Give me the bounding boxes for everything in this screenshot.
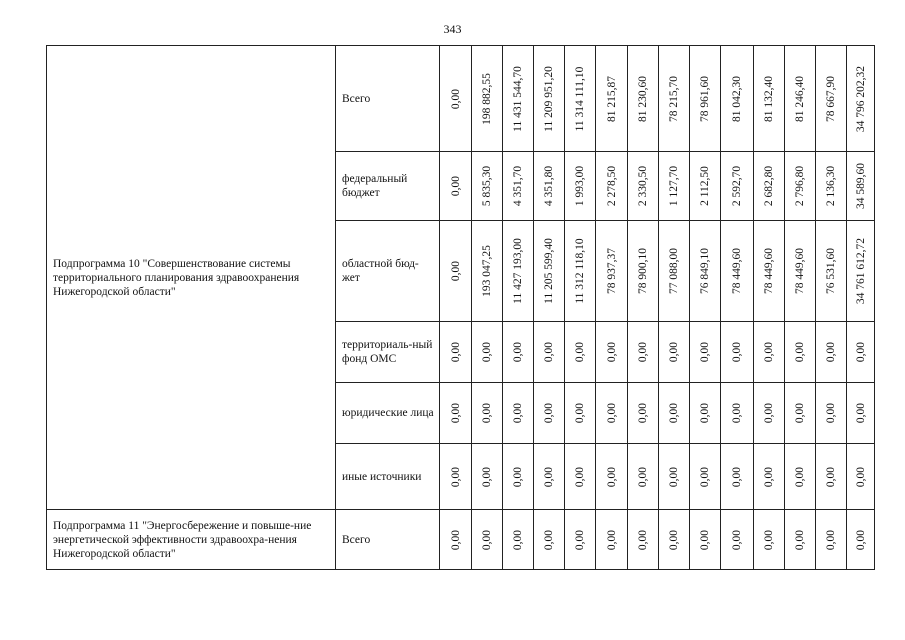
value-cell: 0,00: [628, 510, 659, 570]
value-cell: 78 667,90: [816, 46, 847, 152]
value-cell: 0,00: [472, 383, 503, 444]
value-cell: 0,00: [440, 152, 472, 221]
value-cell: 0,00: [690, 383, 721, 444]
value-cell: 4 351,80: [534, 152, 565, 221]
funding-source-cell: областной бюд-жет: [336, 221, 440, 322]
value-cell: 0,00: [785, 444, 816, 510]
value-cell: 0,00: [690, 322, 721, 383]
value-cell: 78 449,60: [721, 221, 754, 322]
value-cell: 0,00: [816, 444, 847, 510]
value-cell: 0,00: [659, 383, 690, 444]
table-row: [47, 46, 875, 152]
value-cell: 0,00: [690, 510, 721, 570]
value-cell: 0,00: [503, 444, 534, 510]
value-cell: 0,00: [472, 444, 503, 510]
value-cell: 0,00: [659, 322, 690, 383]
value-cell: 0,00: [816, 383, 847, 444]
value-cell: 78 900,10: [628, 221, 659, 322]
value-cell: 0,00: [596, 510, 628, 570]
value-cell: 2 278,50: [596, 152, 628, 221]
budget-table: [46, 45, 875, 570]
value-cell: 0,00: [440, 510, 472, 570]
value-cell: 2 136,30: [816, 152, 847, 221]
program-name-cell: Подпрограмма 11 "Энергосбережение и повыше-ние энергетической эффективности здравоохра-нения Нижегородской области": [47, 510, 336, 570]
value-cell: 34 796 202,32: [847, 46, 875, 152]
funding-source-cell: территориаль-ный фонд ОМС: [336, 322, 440, 383]
value-cell: 0,00: [503, 383, 534, 444]
value-cell: 0,00: [440, 322, 472, 383]
value-cell: 0,00: [503, 322, 534, 383]
value-cell: 11 314 111,10: [565, 46, 596, 152]
funding-source-cell: Всего: [336, 46, 440, 152]
value-cell: 0,00: [534, 444, 565, 510]
value-cell: 2 112,50: [690, 152, 721, 221]
value-cell: 81 246,40: [785, 46, 816, 152]
funding-source-cell: юридические лица: [336, 383, 440, 444]
value-cell: 78 449,60: [754, 221, 785, 322]
value-cell: 0,00: [534, 510, 565, 570]
funding-source-cell: Всего: [336, 510, 440, 570]
value-cell: 0,00: [440, 221, 472, 322]
value-cell: 0,00: [628, 322, 659, 383]
value-cell: 0,00: [503, 510, 534, 570]
value-cell: 0,00: [472, 510, 503, 570]
value-cell: 2 330,50: [628, 152, 659, 221]
funding-source-cell: иные источники: [336, 444, 440, 510]
value-cell: 0,00: [785, 322, 816, 383]
value-cell: 0,00: [440, 444, 472, 510]
value-cell: 0,00: [847, 383, 875, 444]
value-cell: 81 042,30: [721, 46, 754, 152]
value-cell: 198 882,55: [472, 46, 503, 152]
value-cell: 0,00: [754, 383, 785, 444]
funding-source-cell: федеральный бюджет: [336, 152, 440, 221]
value-cell: 0,00: [534, 383, 565, 444]
value-cell: 5 835,30: [472, 152, 503, 221]
value-cell: 11 209 951,20: [534, 46, 565, 152]
page-number: 343: [443, 22, 462, 36]
value-cell: 0,00: [440, 383, 472, 444]
value-cell: 0,00: [565, 510, 596, 570]
value-cell: 2 592,70: [721, 152, 754, 221]
value-cell: 34 761 612,72: [847, 221, 875, 322]
value-cell: 0,00: [596, 383, 628, 444]
value-cell: 0,00: [847, 510, 875, 570]
value-cell: 193 047,25: [472, 221, 503, 322]
value-cell: 11 312 118,10: [565, 221, 596, 322]
value-cell: 78 449,60: [785, 221, 816, 322]
value-cell: 78 961,60: [690, 46, 721, 152]
value-cell: 76 531,60: [816, 221, 847, 322]
value-cell: 0,00: [754, 510, 785, 570]
value-cell: 0,00: [659, 444, 690, 510]
value-cell: 0,00: [628, 444, 659, 510]
value-cell: 1 993,00: [565, 152, 596, 221]
value-cell: 11 427 193,00: [503, 221, 534, 322]
value-cell: 1 127,70: [659, 152, 690, 221]
value-cell: 0,00: [659, 510, 690, 570]
value-cell: 0,00: [596, 322, 628, 383]
value-cell: 78 937,37: [596, 221, 628, 322]
value-cell: 78 215,70: [659, 46, 690, 152]
value-cell: 11 431 544,70: [503, 46, 534, 152]
value-cell: 0,00: [440, 46, 472, 152]
value-cell: 0,00: [721, 444, 754, 510]
value-cell: 0,00: [816, 322, 847, 383]
value-cell: 0,00: [754, 322, 785, 383]
value-cell: 4 351,70: [503, 152, 534, 221]
value-cell: 77 088,00: [659, 221, 690, 322]
value-cell: 0,00: [721, 510, 754, 570]
value-cell: 0,00: [534, 322, 565, 383]
program-name-cell: Подпрограмма 10 "Совершенствование системы территориального планирования здравоохранения Нижегородской области": [47, 46, 336, 510]
value-cell: 0,00: [721, 322, 754, 383]
value-cell: 0,00: [785, 510, 816, 570]
value-cell: 0,00: [847, 444, 875, 510]
value-cell: 2 682,80: [754, 152, 785, 221]
value-cell: 81 215,87: [596, 46, 628, 152]
value-cell: 81 230,60: [628, 46, 659, 152]
value-cell: 11 205 599,40: [534, 221, 565, 322]
value-cell: 0,00: [754, 444, 785, 510]
value-cell: 0,00: [596, 444, 628, 510]
value-cell: 34 589,60: [847, 152, 875, 221]
value-cell: 76 849,10: [690, 221, 721, 322]
value-cell: 0,00: [565, 322, 596, 383]
value-cell: 2 796,80: [785, 152, 816, 221]
table-row: [47, 510, 875, 570]
value-cell: 0,00: [721, 383, 754, 444]
value-cell: 0,00: [565, 383, 596, 444]
value-cell: 0,00: [690, 444, 721, 510]
value-cell: 0,00: [472, 322, 503, 383]
value-cell: 0,00: [816, 510, 847, 570]
value-cell: 81 132,40: [754, 46, 785, 152]
value-cell: 0,00: [628, 383, 659, 444]
value-cell: 0,00: [847, 322, 875, 383]
value-cell: 0,00: [565, 444, 596, 510]
value-cell: 0,00: [785, 383, 816, 444]
